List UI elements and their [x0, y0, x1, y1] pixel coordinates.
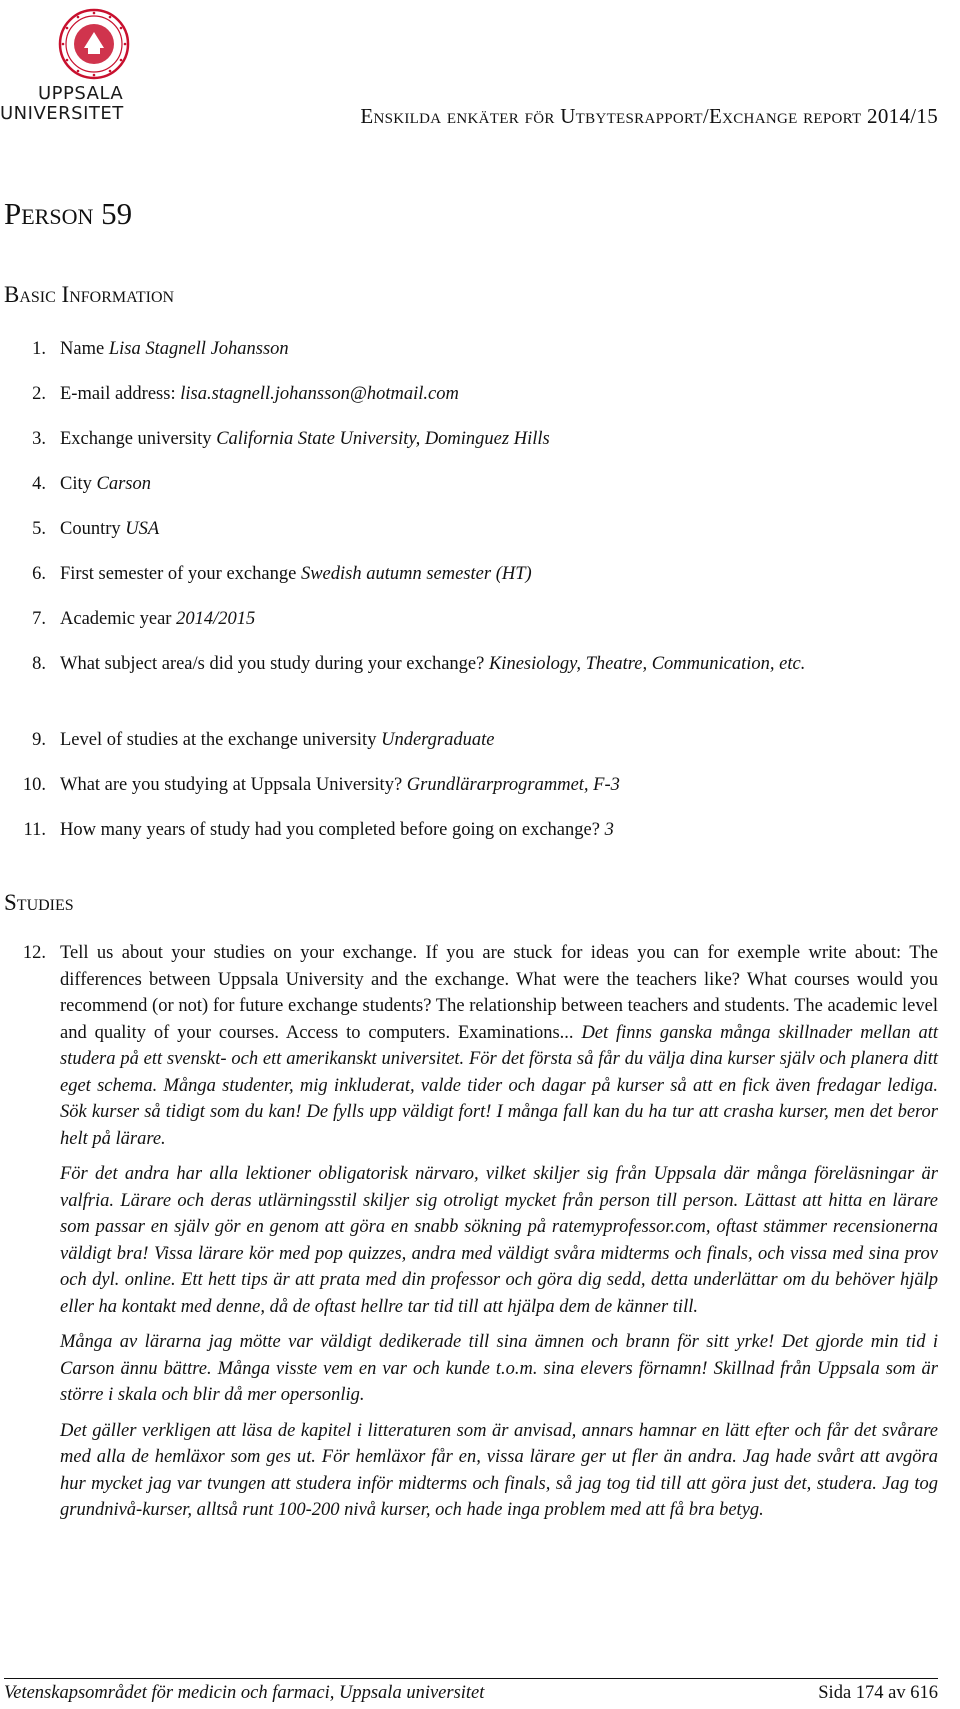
studies-paragraph: För det andra har alla lektioner obligatorisk närvaro, vilket skiljer sig från Uppsala där många föreläsningar är valfria. Lärare och deras utlärningsstil skiljer sig otroligt mycket från person till person. Lättast att hitta en lärare som passar en själv gör en genom att göra en snabb sökning på ratemyprofessor.com, oftast stämmer recensionerna väldigt bra! Vissa lärare kör med pop quizzes, andra med väldigt svåra midterms och finals, och vissa med sina prov och dyl. online. Ett hett tips är att prata med din professor och göra dig sedd, detta underlättar om du behöver hjälp eller ha kontakt med denne, då de oftast hellre tar tid till att hjälpa dem de känner till. [60, 1164, 938, 1317]
university-seal-icon [58, 8, 130, 80]
basic-info-item [18, 727, 938, 753]
studies-paragraph: Det gäller verkligen att läsa de kapitel i litteraturen som är anvisad, annars hamnar en lätt efter och får det svårare med alla de hemläxor som ges ut. För hemläxor får en, vissa lärare ger ut fler än andra. Jag hade svårt att avgöra hur mycket jag var tvungen att studera inför midterms och finals, så jag tog tid till att göra just det, studera. Jag tog grundnivå-kurser, alltså runt 100-200 nivå kurser, och hade inga problem med att få bra betyg. [60, 1420, 938, 1520]
studies-question-text: Tell us about your studies on your exchange. If you are stuck for ideas you can for exemple write about: The differences between Uppsala University and the exchange. What were the teachers like? What courses would you recommend (or not) for future exchange students? The relationship between teachers and students. The academic level and quality of your courses. Access to computers. Examinations... [60, 943, 938, 1043]
item-body [60, 471, 938, 497]
item-body [60, 772, 938, 798]
item-answer: Grundlärarprogrammet, F-3 [406, 775, 620, 795]
person-title: Person 59 [4, 196, 133, 231]
item-body [60, 336, 938, 362]
studies-body [60, 940, 938, 1524]
item-number: 5. [32, 519, 46, 539]
footer-left: Vetenskapsområdet för medicin och farmaci, Uppsala universitet [4, 1683, 485, 1703]
basic-info-item [18, 561, 938, 587]
page-footer [4, 1683, 938, 1704]
item-answer: USA [125, 519, 160, 539]
item-question: How many years of study had you completed before going on exchange? [60, 820, 600, 840]
item-number: 11. [23, 820, 46, 840]
item-question: First semester of your exchange [60, 564, 297, 584]
item-number: 4. [32, 474, 46, 494]
item-question: Level of studies at the exchange university [60, 730, 377, 750]
item-question: What subject area/s did you study during your exchange? [60, 654, 485, 674]
item-body [60, 516, 938, 542]
item-answer: California State University, Dominguez Hills [216, 429, 550, 449]
item-question: E-mail address: [60, 384, 176, 404]
basic-info-item [18, 651, 938, 677]
studies-paragraph: Många av lärarna jag mötte var väldigt dedikerade till sina ämnen och brann för sitt yrke! Det gjorde min tid i Carson ännu bättre. Många visste vem en var och kunde t.o.m. sina elevers förnamn! Skillnad från Uppsala som är större i skala och blir då mer opersonlig. [60, 1332, 938, 1405]
basic-info-item [18, 817, 938, 843]
logo-text [0, 84, 160, 124]
studies-question [18, 940, 938, 1533]
item-question: Academic year [60, 609, 172, 629]
item-number: 8. [32, 654, 46, 674]
basic-info-item [18, 381, 938, 407]
item-answer: Swedish autumn semester (HT) [300, 564, 532, 584]
item-number: 1. [32, 339, 46, 359]
basic-info-item [18, 426, 938, 452]
item-answer: 2014/2015 [176, 609, 256, 629]
item-answer: Kinesiology, Theatre, Communication, etc. [488, 654, 806, 674]
item-question: What are you studying at Uppsala University? [60, 775, 403, 795]
logo-line-1: UPPSALA [38, 83, 124, 104]
item-answer: Undergraduate [381, 730, 495, 750]
item-body [60, 606, 938, 632]
section-heading-basic: Basic Information [4, 282, 175, 307]
item-body [60, 817, 938, 843]
item-number: 7. [32, 609, 46, 629]
item-body [60, 561, 938, 587]
footer-rule [4, 1678, 938, 1679]
item-answer: Lisa Stagnell Johansson [108, 339, 289, 359]
item-body [60, 651, 938, 677]
item-number: 3. [32, 429, 46, 449]
item-number: 6. [32, 564, 46, 584]
item-number: 12. [22, 943, 46, 963]
basic-info-item [18, 471, 938, 497]
item-answer: 3 [604, 820, 614, 840]
item-question: Name [60, 339, 105, 359]
item-question: Exchange university [60, 429, 212, 449]
item-body [60, 426, 938, 452]
studies-first-paragraph [60, 940, 938, 1152]
item-question: Country [60, 519, 121, 539]
page-number: Sida 174 av 616 [818, 1683, 938, 1703]
item-body [60, 381, 938, 407]
running-head: Enskilda enkäter för Utbytesrapport/Exchange report 2014/15 [360, 104, 938, 128]
item-number: 9. [32, 730, 46, 750]
item-number: 2. [32, 384, 46, 404]
section-heading-studies: Studies [4, 890, 74, 915]
logo-line-2: UNIVERSITET [0, 103, 124, 124]
basic-info-item [18, 606, 938, 632]
item-answer: lisa.stagnell.johansson@hotmail.com [180, 384, 459, 404]
item-body [60, 727, 938, 753]
basic-info-item [18, 336, 938, 362]
basic-info-item [18, 516, 938, 542]
studies-answer-first: Det finns ganska många skillnader mellan att studera på ett svenskt- och ett amerikanskt universitet. För det första så får du välja dina kurser själv och planera ditt eget schema. Många studenter, mig inkluderat, valde tider och dagar på kurser så att en fick även fredagar lediga. Sök kurser så tidigt som du kan! De fylls upp väldigt fort! I många fall kan du ha tur att crasha kurser, men det beror helt på lärare. [60, 1022, 939, 1149]
item-answer: Carson [96, 474, 151, 494]
basic-info-item [18, 772, 938, 798]
item-question: City [60, 474, 92, 494]
item-number: 10. [22, 775, 46, 795]
